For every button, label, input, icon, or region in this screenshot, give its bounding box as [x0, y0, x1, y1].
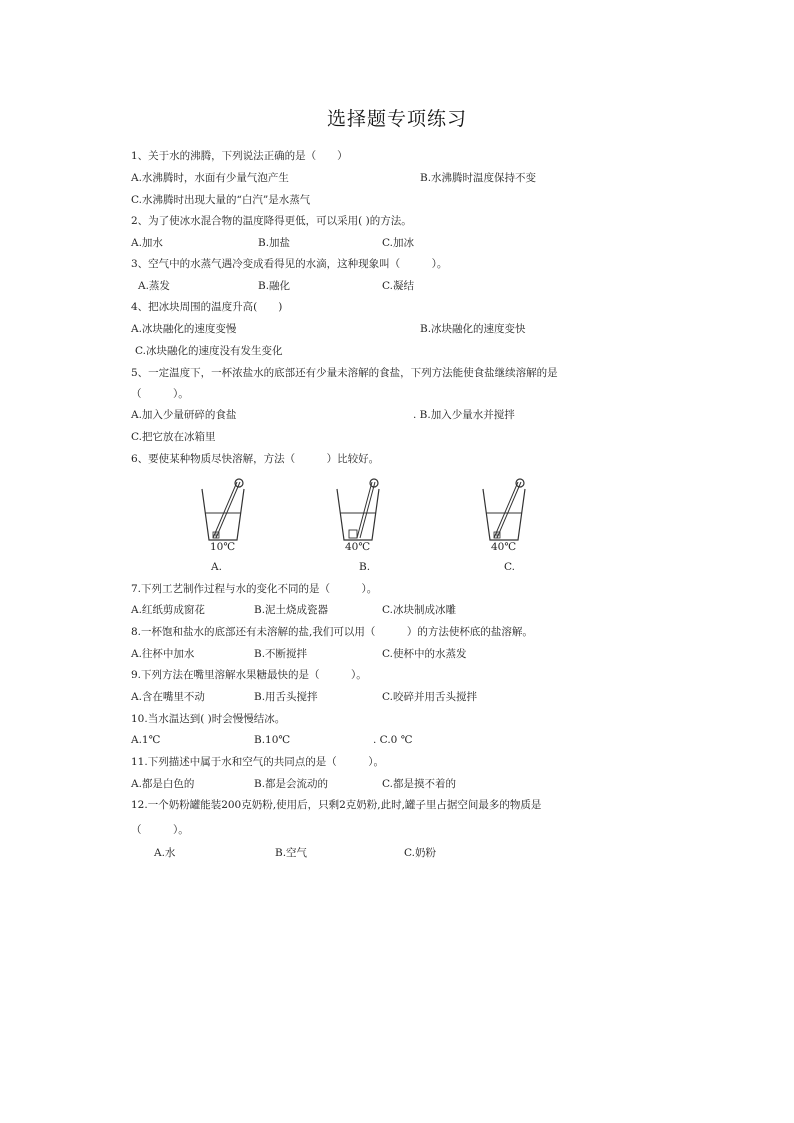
- question-6-stem: 6、要使某种物质尽快溶解，方法（ ）比较好。: [131, 453, 380, 465]
- page-title: 选择题专项练习: [326, 108, 467, 130]
- question-1-stem: 1、关于水的沸腾，下列说法正确的是（ ）: [131, 150, 348, 162]
- question-4-option-a: A.冰块融化的速度变慢: [131, 323, 237, 335]
- question-2-stem: 2、为了使冰水混合物的温度降得更低，可以采用( )的方法。: [131, 215, 412, 227]
- question-7-stem: 7.下列工艺制作过程与水的变化不同的是（ ）。: [131, 583, 378, 595]
- question-9-option-a: A.含在嘴里不动: [131, 691, 205, 703]
- question-8-option-a: A.往杯中加水: [131, 648, 195, 660]
- question-8-stem: 8.一杯饱和盐水的底部还有未溶解的盐,我们可以用（ ）的方法使杯底的盐溶解。: [131, 626, 533, 638]
- question-5-option-a: A.加入少量研碎的食盐: [131, 409, 237, 421]
- question-4-option-c: C.冰块融化的速度没有发生变化: [135, 345, 283, 357]
- question-10-option-b: B.10℃: [254, 734, 291, 746]
- question-2-option-c: C.加冰: [382, 237, 414, 249]
- question-10-stem: 10.当水温达到( )时会慢慢结冰。: [131, 713, 286, 725]
- figure-b-label: B.: [359, 561, 371, 573]
- question-10-option-c: . C.0 ℃: [373, 734, 413, 746]
- question-9-option-c: C.咬碎并用舌头搅拌: [382, 691, 477, 703]
- question-9-option-b: B.用舌头搅拌: [254, 691, 318, 703]
- question-8-option-c: C.使杯中的水蒸发: [382, 648, 467, 660]
- question-5-stem-line2: （ ）。: [131, 388, 189, 400]
- question-11-stem: 11.下列描述中属于水和空气的共同点的是（ ）。: [131, 756, 384, 768]
- question-3-option-b: B.融化: [258, 280, 291, 292]
- question-5-option-c: C.把它放在冰箱里: [131, 431, 216, 443]
- question-1-option-c: C.水沸腾时出现大量的“白汽”是水蒸气: [131, 194, 311, 206]
- question-7-option-b: B.泥土烧成瓷器: [254, 604, 329, 616]
- question-2-option-a: A.加水: [131, 237, 163, 249]
- question-9-stem: 9.下列方法在嘴里溶解水果糖最快的是（ ）。: [131, 669, 367, 681]
- figure-a-temperature: 10℃: [210, 541, 236, 553]
- question-11-option-b: B.都是会流动的: [254, 778, 329, 790]
- question-12-stem-line2: （ ）。: [131, 824, 189, 836]
- question-12-stem-line1: 12.一个奶粉罐能装200克奶粉,使用后，只剩2克奶粉,此时,罐子里占据空间最多的物质是: [131, 799, 542, 811]
- question-5-stem-line1: 5、一定温度下，一杯浓盐水的底部还有少量未溶解的食盐，下列方法能使食盐继续溶解的是: [131, 367, 558, 379]
- figure-b-temperature: 40℃: [345, 541, 371, 553]
- question-11-option-a: A.都是白色的: [131, 778, 195, 790]
- question-7-option-a: A.红纸剪成窗花: [131, 604, 205, 616]
- question-12-option-b: B.空气: [275, 847, 308, 859]
- question-3-option-a: A.蒸发: [138, 280, 170, 292]
- question-3-option-c: C.凝结: [382, 280, 414, 292]
- question-4-stem: 4、把冰块周围的温度升高( ): [131, 301, 283, 313]
- figure-c-temperature: 40℃: [491, 541, 517, 553]
- question-2-option-b: B.加盐: [258, 237, 291, 249]
- figure-c-label: C.: [504, 561, 515, 573]
- figure-a-label: A.: [211, 561, 222, 573]
- question-5-option-b: . B.加入少量水并搅拌: [413, 409, 515, 421]
- question-1-option-b: B.水沸腾时温度保持不变: [420, 172, 537, 184]
- question-11-option-c: C.都是摸不着的: [382, 778, 456, 790]
- question-3-stem: 3、空气中的水蒸气遇冷变成看得见的水滴，这种现象叫（ ）。: [131, 258, 448, 270]
- question-10-option-a: A.1℃: [131, 734, 161, 746]
- question-1-option-a: A.水沸腾时，水面有少量气泡产生: [131, 172, 289, 184]
- question-7-option-c: C.冰块制成冰雕: [382, 604, 456, 616]
- question-12-option-c: C.奶粉: [404, 847, 436, 859]
- question-12-option-a: A.水: [154, 847, 176, 859]
- question-4-option-b: B.冰块融化的速度变快: [420, 323, 526, 335]
- question-8-option-b: B.不断搅拌: [254, 648, 308, 660]
